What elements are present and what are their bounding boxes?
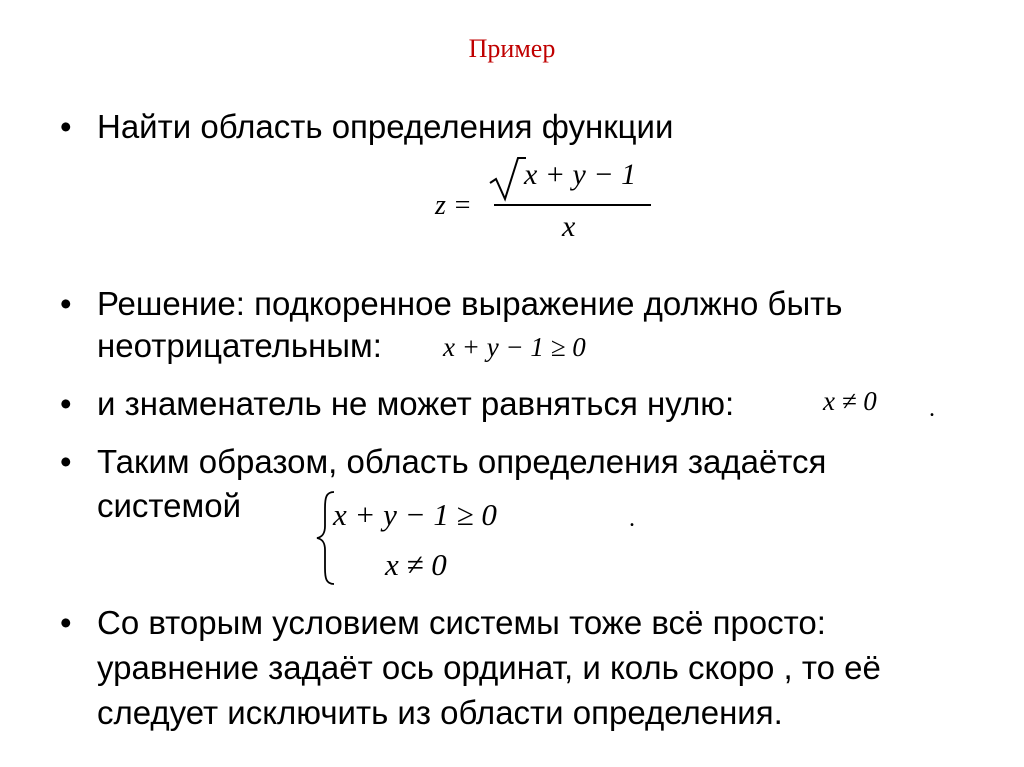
trailing-dot: . xyxy=(629,506,635,532)
bullet-marker: • xyxy=(60,604,72,641)
bullet-marker: • xyxy=(60,108,72,145)
bullet-5-line-1: Со вторым условием системы тоже всё просто: xyxy=(97,604,826,641)
formula-denominator: x xyxy=(562,210,576,243)
bullet-marker: • xyxy=(60,285,72,322)
bullet-2-line-1: Решение: подкоренное выражение должно быть xyxy=(97,285,843,322)
trailing-dot: . xyxy=(929,396,935,422)
bullet-5-line-3: следует исключить из области определения. xyxy=(97,694,783,731)
bullet-3-line-1: и знаменатель не может равняться нулю: xyxy=(97,385,735,422)
formula-radicand: x + y − 1 xyxy=(524,158,637,191)
bullet-marker: • xyxy=(60,443,72,480)
nonzero-condition: x ≠ 0 xyxy=(823,386,877,416)
bullet-4-line-2: системой xyxy=(97,487,242,524)
sqrt-sign-icon xyxy=(488,155,528,203)
fraction-bar xyxy=(494,204,651,206)
bullet-4-line-1: Таким образом, область определения задаётся xyxy=(97,443,827,480)
bullet-1-line-1: Найти область определения функции xyxy=(97,108,674,145)
slide-title: Пример xyxy=(468,34,556,63)
nonneg-condition: x + y − 1 ≥ 0 xyxy=(443,332,586,362)
system-condition-2: x ≠ 0 xyxy=(385,547,447,582)
formula-lhs: z = xyxy=(435,190,472,221)
bullet-2-line-2: неотрицательным: xyxy=(97,327,382,364)
system-condition-1: x + y − 1 ≥ 0 xyxy=(333,497,497,532)
bullet-5-line-2: уравнение задаёт ось ординат, и коль скоро , то её xyxy=(97,649,881,686)
bullet-marker: • xyxy=(60,385,72,422)
